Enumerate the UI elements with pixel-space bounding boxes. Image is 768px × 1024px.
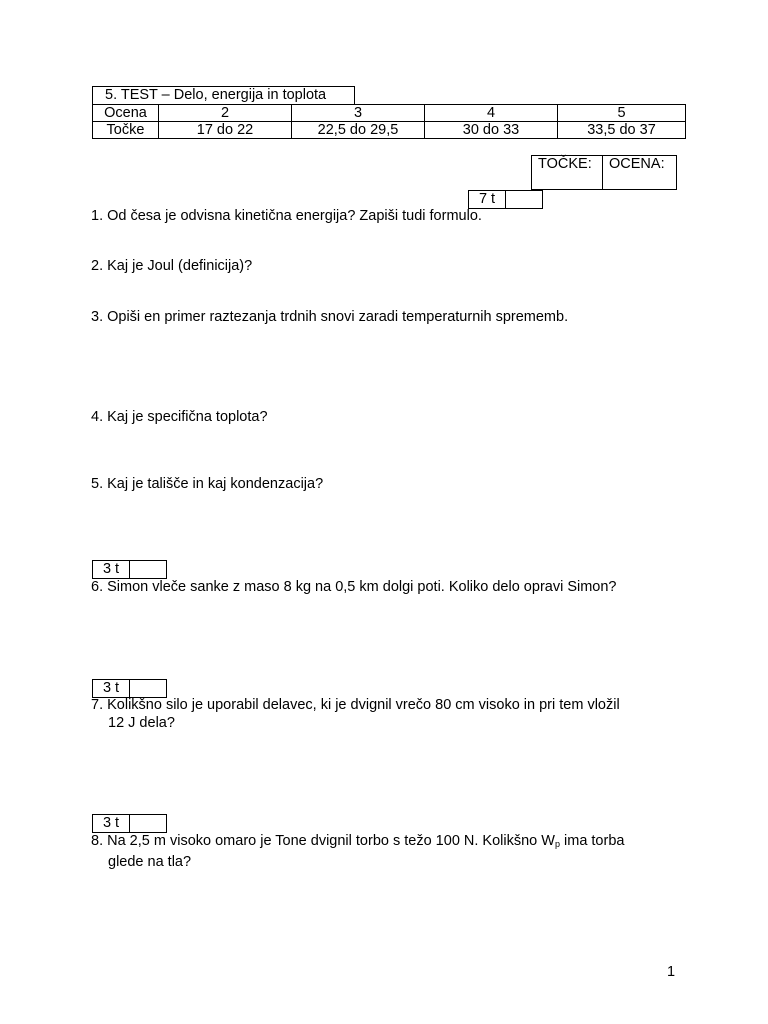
grade-cell: 2 [159, 105, 292, 122]
question-8-text-a: 8. Na 2,5 m visoko omaro je Tone dvignil torbo s težo 100 N. Kolikšno W [91, 833, 555, 849]
question-3: 3. Opiši en primer raztezanja trdnih snovi zaradi temperaturnih sprememb. [91, 309, 569, 325]
points-range-cell: 22,5 do 29,5 [292, 122, 425, 139]
points-box-q6 [92, 560, 167, 579]
grade-label: Ocena [93, 105, 159, 122]
question-8-line-1 [91, 832, 624, 853]
points-range-cell: 33,5 do 37 [558, 122, 686, 139]
total-points-label: TOČKE: [538, 156, 592, 172]
final-grade-box [602, 155, 677, 190]
grading-table [92, 104, 686, 139]
grade-row [93, 105, 686, 122]
final-grade-label: OCENA: [609, 156, 665, 172]
question-8-text-b: ima torba [559, 833, 625, 849]
question-1: 1. Od česa je odvisna kinetična energija? Zapiši tudi formulo. [91, 208, 482, 224]
grade-cell: 4 [425, 105, 558, 122]
grade-cell: 3 [292, 105, 425, 122]
points-range-cell: 30 do 33 [425, 122, 558, 139]
question-8 [91, 832, 624, 871]
points-range-cell: 17 do 22 [159, 122, 292, 139]
question-6: 6. Simon vleče sanke z maso 8 kg na 0,5 km dolgi poti. Koliko delo opravi Simon? [91, 579, 617, 595]
question-4: 4. Kaj je specifična toplota? [91, 409, 268, 425]
points-row [93, 122, 686, 139]
test-title: 5. TEST – Delo, energija in toplota [92, 86, 355, 105]
points-value: 3 t [93, 561, 130, 578]
question-7-line-1: 7. Kolikšno silo je uporabil delavec, ki je dvignil vrečo 80 cm visoko in pri tem vložil [91, 697, 620, 713]
page-number: 1 [667, 964, 676, 980]
points-value: 3 t [93, 815, 130, 832]
points-value: 3 t [93, 680, 130, 697]
question-2: 2. Kaj je Joul (definicija)? [91, 258, 253, 274]
grade-cell: 5 [558, 105, 686, 122]
question-7-line-2: 12 J dela? [108, 715, 175, 731]
question-8-line-2: glede na tla? [108, 854, 192, 870]
question-7 [91, 696, 620, 732]
points-value: 7 t [469, 191, 506, 208]
points-box-q8 [92, 814, 167, 833]
question-5: 5. Kaj je tališče in kaj kondenzacija? [91, 476, 324, 492]
total-points-box [531, 155, 603, 190]
points-label: Točke [93, 122, 159, 139]
question-8-subscript: p [554, 839, 560, 849]
